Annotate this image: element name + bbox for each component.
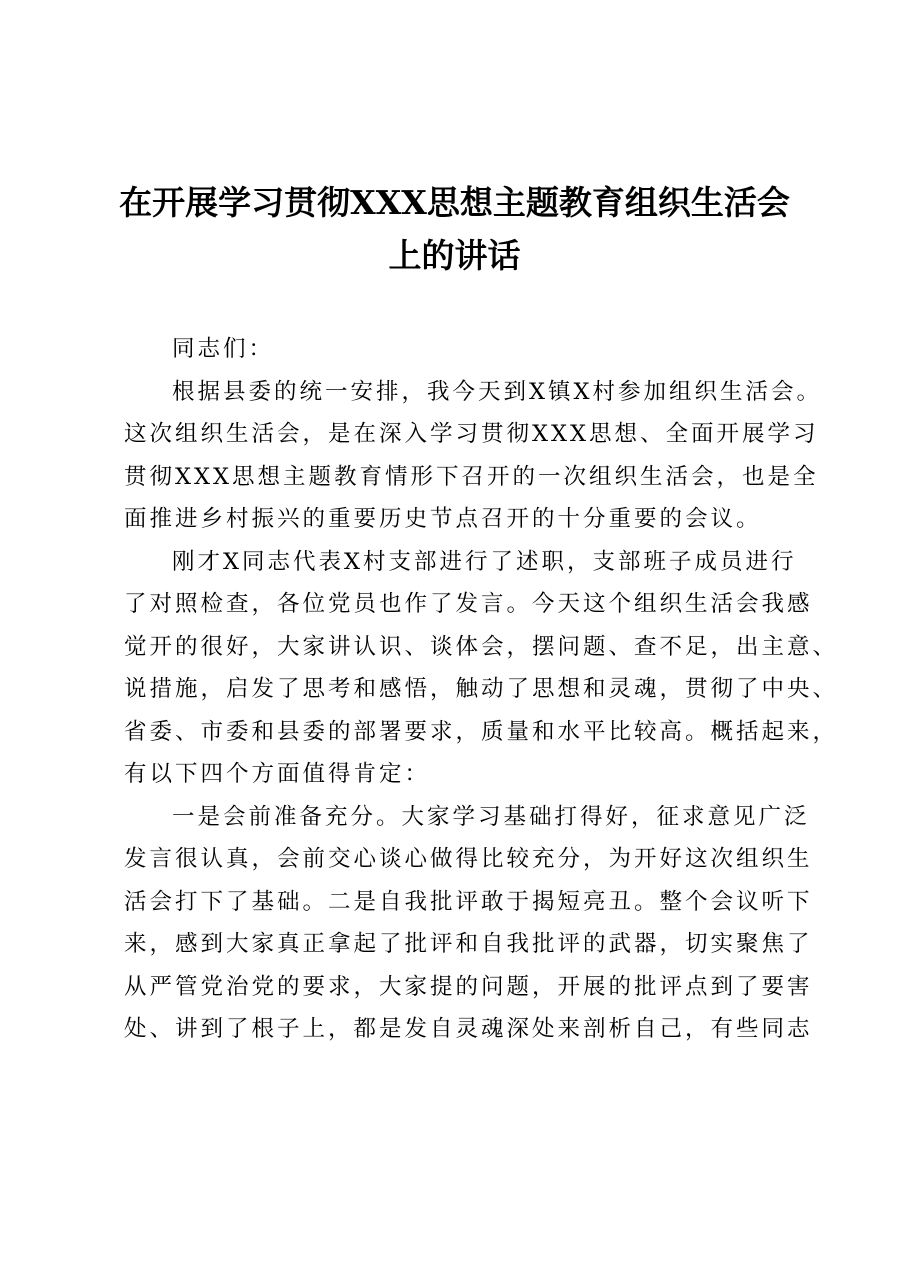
text-line: 这次组织生活会，是在深入学习贯彻XXX思想、全面开展学习 — [124, 421, 819, 447]
body-paragraph — [124, 541, 839, 796]
text-line: 活会打下了基础。二是自我批评敢于揭短亮丑。整个会议听下 — [124, 888, 813, 915]
text-line: 面推进乡村振兴的重要历史节点召开的十分重要的会议。 — [124, 506, 762, 532]
text-line: 一是会前准备充分。大家学习基础打得好，征求意见广泛 — [172, 803, 810, 830]
title-line: 上的讲话 — [388, 236, 521, 275]
body-paragraph — [124, 796, 814, 1051]
text-line: 发言很认真，会前交心谈心做得比较充分，为开好这次组织生 — [124, 846, 813, 872]
text-line: 说措施，启发了思考和感悟，触动了思想和灵魂，贯彻了中央、 — [124, 676, 839, 702]
text-line: 同志们： — [172, 336, 275, 362]
text-line: 来，感到大家真正拿起了批评和自我批评的武器，切实聚焦了 — [124, 931, 813, 957]
text-line: 处、讲到了根子上，都是发自灵魂深处来剖析自己，有些同志 — [124, 1016, 813, 1042]
salutation-paragraph — [124, 328, 814, 371]
title-line: 在开展学习贯彻XXX思想主题教育组织生活会 — [119, 183, 790, 222]
text-line: 省委、市委和县委的部署要求，质量和水平比较高。概括起来， — [124, 718, 839, 745]
body-paragraph — [124, 371, 823, 541]
text-line: 刚才X同志代表X村支部进行了述职，支部班子成员进行 — [172, 548, 797, 575]
text-line: 从严管党治党的要求，大家提的问题，开展的批评点到了要害 — [124, 973, 813, 1000]
text-line: 贯彻XXX思想主题教育情形下召开的一次组织生活会，也是全 — [124, 463, 819, 490]
document-body — [124, 328, 839, 1051]
document-title — [110, 176, 799, 282]
text-line: 了对照检查，各位党员也作了发言。今天这个组织生活会我感 — [124, 591, 813, 617]
text-line: 根据县委的统一安排，我今天到X镇X村参加组织生活会。 — [172, 378, 823, 405]
text-line: 有以下四个方面值得肯定： — [124, 761, 431, 787]
text-line: 觉开的很好，大家讲认识、谈体会，摆问题、查不足，出主意、 — [124, 633, 839, 660]
